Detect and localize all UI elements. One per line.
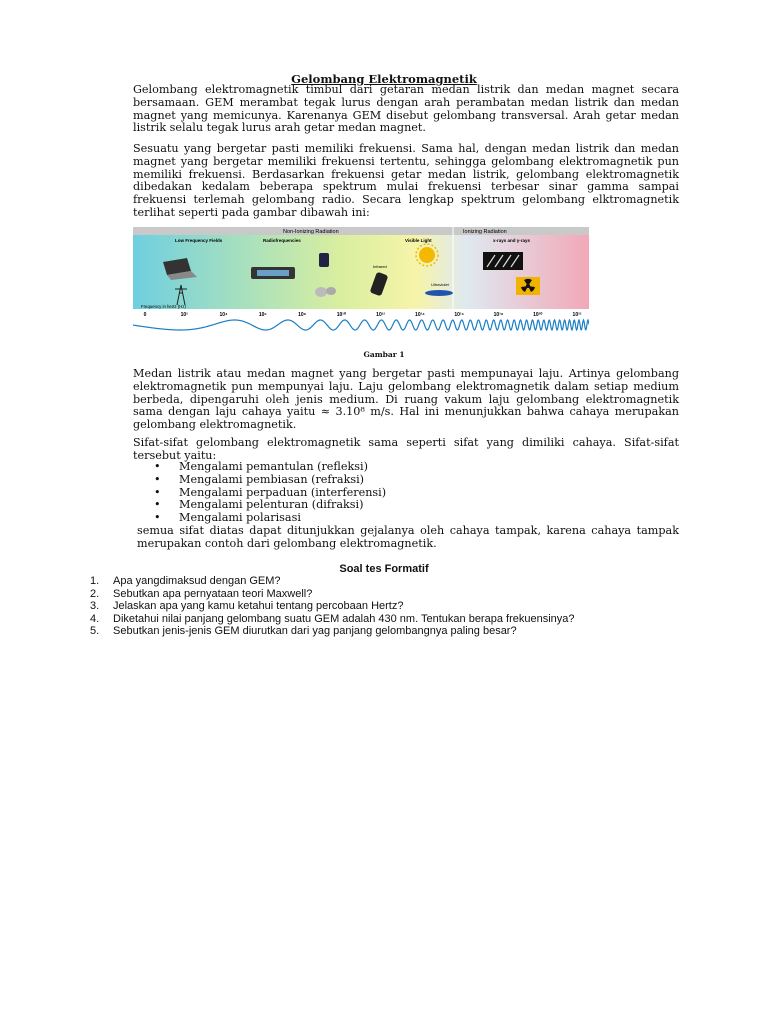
frequency-axis-label: Frequency in hertz (Hz) xyxy=(141,304,186,309)
list-item: • Mengalami pelenturan (difraksi) xyxy=(154,499,386,512)
paragraph-properties-intro: Sifat-sifat gelombang elektromagnetik sama seperti sifat yang dimiliki cahaya. Sifat-sifat tersebut yaitu: xyxy=(133,436,679,462)
list-item: • Mengalami pembiasan (refraksi) xyxy=(154,474,386,487)
radiation-hazard-icon xyxy=(516,277,540,295)
xray-image-icon xyxy=(483,252,523,270)
quiz-item xyxy=(90,600,575,613)
frequency-tick-label: 10¹⁶ xyxy=(454,312,464,318)
frequency-tick-label: 0 xyxy=(143,312,147,318)
frequency-tick-label: 10⁶ xyxy=(258,312,267,318)
spectrum-figure xyxy=(133,227,589,333)
band-low-frequency: Low Frequency Fields xyxy=(175,238,223,243)
spectrum-svg xyxy=(133,227,589,333)
figure-caption: Gambar 1 xyxy=(363,350,405,359)
frequency-tick-label: 10¹² xyxy=(376,312,386,318)
frequency-tick-label: 10⁴ xyxy=(219,312,228,318)
frequency-tick-label: 10¹⁸ xyxy=(493,312,504,318)
mobile-phone-icon xyxy=(319,253,329,267)
frequency-tick-label: 10²⁰ xyxy=(533,312,543,318)
frequency-tick-label: 10² xyxy=(180,312,188,318)
quiz-question: Diketahui nilai panjang gelombang suatu GEM adalah 430 nm. Tentukan berapa frekuensinya? xyxy=(113,612,575,625)
quiz-question: Sebutkan apa pernyataan teori Maxwell? xyxy=(113,587,313,600)
quiz-question: Sebutkan jenis-jenis GEM diurutkan dari yag panjang gelombangnya paling besar? xyxy=(113,625,517,637)
quiz-item xyxy=(90,613,575,626)
quiz-item xyxy=(90,588,575,601)
uv-lamp-icon xyxy=(425,290,453,296)
paragraph-speed: Medan listrik atau medan magnet yang bergetar pasti mempunayai laju. Artinya gelombang elektromagnetik pun mempunyai laju. Laju gelombang elektromagnetik dalam setiap medium berbeda, dipengaruhi oleh jenis medium. Di ruang vakum laju gelombang elektromagnetik sama dengan laju cahaya yaitu ≈ 3.10⁸ m/s. Hal ini menunjukkan bahwa cahaya merupakan gelombang elektromagnetik. xyxy=(133,367,679,432)
quiz-question: Apa yangdimaksud dengan GEM? xyxy=(113,575,281,587)
quiz-list xyxy=(90,575,575,638)
header-ionizing: Ionizing Radiation xyxy=(463,229,507,235)
quiz-number: 1. xyxy=(90,575,100,587)
quiz-item xyxy=(90,575,575,588)
quiz-number: 3. xyxy=(90,600,100,612)
label-ultraviolet: Ultraviolet xyxy=(431,282,449,287)
properties-list xyxy=(154,461,386,525)
quiz-title: Soal tes Formatif xyxy=(339,563,429,575)
frequency-tick-label: 10¹⁰ xyxy=(336,312,346,318)
band-visible-light: Visible Light xyxy=(405,238,432,243)
quiz-number: 4. xyxy=(90,612,100,625)
spectrum-header-bar xyxy=(133,227,589,235)
paragraph-conclusion: semua sifat diatas dapat ditunjukkan gejalanya oleh cahaya tampak, karena cahaya tampak merupakan contoh dari gelombang elektromagnetik. xyxy=(137,524,679,550)
quiz-question: Jelaskan apa yang kamu ketahui tentang percobaan Hertz? xyxy=(113,600,404,612)
list-item: • Mengalami perpaduan (interferensi) xyxy=(154,487,386,500)
radio-icon xyxy=(251,267,295,279)
label-infrared: Infrared xyxy=(373,264,387,269)
frequency-tick-label: 10⁸ xyxy=(298,312,307,318)
paragraph-intro: Gelombang elektromagnetik timbul dari getaran medan listrik dan medan magnet secara bersamaan. GEM merambat tegak lurus dengan arah perambatan medan listrik dan medan magnet yang memicunya. Karenanya GEM disebut gelombang transversal. Arah getar medan listrik selalu tegak lurus arah getar medan magnet. xyxy=(133,83,679,135)
quiz-number: 2. xyxy=(90,587,100,600)
band-radiofrequencies: Radiofrequencies xyxy=(263,238,301,243)
list-item: • Mengalami pemantulan (refleksi) xyxy=(154,461,386,474)
quiz-item xyxy=(90,625,575,638)
quiz-number: 5. xyxy=(90,625,100,637)
frequency-tick-label: 10²² xyxy=(572,312,582,318)
paragraph-frequency: Sesuatu yang bergetar pasti memiliki frekuensi. Sama hal, dengan medan listrik dan medan magnet yang bergetar memiliki frekuensi tertentu, sehingga gelombang elektromagnetik pun memiliki frekuensi. Berdasarkan frekuensi getar medan listrik, gelombang elektromagnetik dibedakan kedalam beberapa spektrum mulai frekuensi terbesar sinar gamma sampai frekuensi terlemah gelombang radio. Secara lengkap spektrum gelombang elktromagnetik terlihat seperti pada gambar dibawah ini: xyxy=(133,142,679,219)
band-xray-gamma: x-rays and γ-rays xyxy=(493,238,531,243)
list-item: • Mengalami polarisasi xyxy=(154,512,386,525)
document-title: Gelombang Elektromagnetik xyxy=(291,72,477,86)
frequency-tick-label: 10¹⁴ xyxy=(415,312,425,318)
header-non-ionizing: Non-Ionizing Radiation xyxy=(283,229,339,235)
